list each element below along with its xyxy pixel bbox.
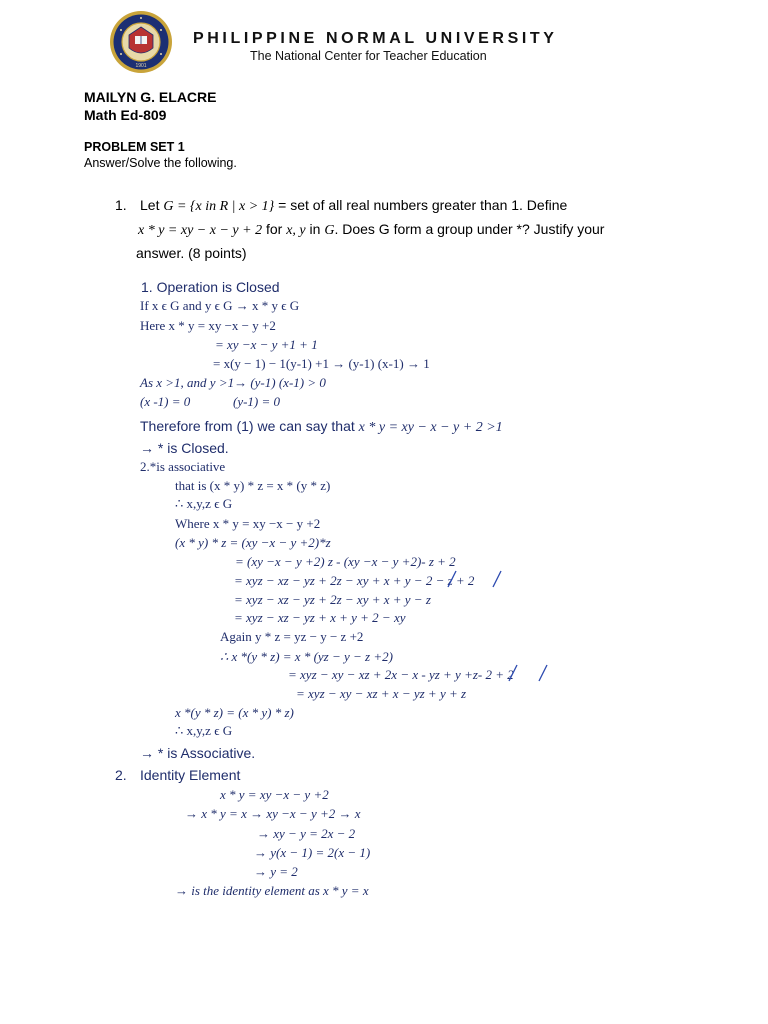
closure-line-2: Here x * y = xy −x − y +2 bbox=[140, 318, 276, 333]
handwritten-strike-1 bbox=[446, 569, 458, 589]
assoc-line-3: Where x * y = xy −x − y +2 bbox=[175, 516, 321, 531]
question-line-3: answer. (8 points) bbox=[136, 245, 247, 261]
closure-line-6a: (x -1) = 0 bbox=[140, 394, 191, 409]
closure-line-6b: (y-1) = 0 bbox=[233, 394, 281, 409]
closure-heading: 1. Operation is Closed bbox=[141, 279, 280, 295]
university-tagline: The National Center for Teacher Education bbox=[250, 49, 487, 63]
handwritten-strike-4 bbox=[537, 663, 549, 683]
identity-line-2: → x * y = x → xy −x − y +2 → x bbox=[185, 806, 361, 821]
question-number: 1. bbox=[115, 197, 127, 213]
assoc-result: → * is Associative. bbox=[140, 745, 256, 761]
closure-conclusion-math: x * y = xy − x − y + 2 >1 bbox=[358, 420, 503, 435]
identity-line-6: → is the identity element as x * y = x bbox=[175, 883, 369, 898]
course-code: Math Ed-809 bbox=[84, 107, 167, 123]
problem-set-title: PROBLEM SET 1 bbox=[84, 140, 185, 154]
assoc-line-8: = xyz − xz − yz + x + y + 2 − xy bbox=[234, 610, 406, 625]
assoc-line-7: = xyz − xz − yz + 2z − xy + x + y − z bbox=[234, 592, 431, 607]
identity-line-3: → xy − y = 2x − 2 bbox=[257, 826, 356, 841]
question-for: for bbox=[262, 221, 287, 237]
assoc-line-12: = xyz − xy − xz + x − yz + y + z bbox=[296, 686, 467, 701]
question-set-description: = set of all real numbers greater than 1. Define bbox=[274, 197, 568, 213]
question-line-1 bbox=[140, 197, 567, 215]
assoc-line-6: = xyz − xz − yz + 2z − xy + x + y − 2 − z + 2 bbox=[234, 573, 475, 588]
identity-line-1: x * y = xy −x − y +2 bbox=[220, 787, 329, 802]
question-ask: . Does G form a group under *? Justify your bbox=[334, 221, 605, 237]
assoc-line-1: that is (x * y) * z = x * (y * z) bbox=[175, 478, 331, 493]
question-operation: x * y = xy − x − y + 2 bbox=[138, 223, 263, 238]
closure-result: → * is Closed. bbox=[140, 440, 229, 456]
handwritten-strike-2 bbox=[491, 569, 503, 589]
assoc-line-9: Again y * z = yz − y − z +2 bbox=[220, 629, 364, 644]
closure-line-1: If x ϵ G and y ϵ G → x * y ϵ G bbox=[140, 298, 300, 313]
question-set-definition: G = {x in R | x > 1} bbox=[163, 199, 275, 214]
closure-line-3: = xy −x − y +1 + 1 bbox=[215, 337, 318, 352]
identity-heading: Identity Element bbox=[140, 767, 241, 783]
university-seal bbox=[109, 10, 173, 74]
assoc-line-11: = xyz − xy − xz + 2x − x - yz + y +z- 2 + 2 bbox=[288, 667, 514, 682]
assoc-line-10: ∴ x *(y * z) = x * (yz − y − z +2) bbox=[220, 649, 393, 664]
closure-conclusion-text: Therefore from (1) we can say that bbox=[140, 418, 359, 434]
question-in: in bbox=[305, 221, 325, 237]
question-vars: x, y bbox=[286, 223, 306, 238]
seal-year: 1901 bbox=[135, 63, 147, 69]
identity-line-4: → y(x − 1) = 2(x − 1) bbox=[254, 845, 371, 860]
question-let: Let bbox=[140, 197, 164, 213]
closure-line-7 bbox=[140, 418, 503, 436]
assoc-line-2: ∴ x,y,z ϵ G bbox=[175, 496, 233, 511]
closure-line-4: = x(y − 1) − 1(y-1) +1 → (y-1) (x-1) → 1 bbox=[213, 356, 430, 371]
assoc-line-4: (x * y) * z = (xy −x − y +2)*z bbox=[175, 535, 331, 550]
question-line-2 bbox=[138, 221, 604, 239]
university-name: PHILIPPINE NORMAL UNIVERSITY bbox=[193, 30, 558, 47]
author-name: MAILYN G. ELACRE bbox=[84, 89, 217, 105]
handwritten-strike-3 bbox=[507, 663, 519, 683]
problem-set-instruction: Answer/Solve the following. bbox=[84, 156, 237, 170]
assoc-line-13: x *(y * z) = (x * y) * z) bbox=[175, 705, 294, 720]
assoc-line-14: ∴ x,y,z ϵ G bbox=[175, 723, 233, 738]
identity-number: 2. bbox=[115, 767, 127, 783]
assoc-line-5: = (xy −x − y +2) z - (xy −x − y +2)- z + 2 bbox=[235, 554, 456, 569]
identity-line-5: → y = 2 bbox=[254, 864, 298, 879]
question-G: G bbox=[324, 223, 335, 238]
assoc-heading: 2.*is associative bbox=[140, 459, 226, 474]
closure-line-5: As x >1, and y >1→ (y-1) (x-1) > 0 bbox=[140, 375, 326, 390]
